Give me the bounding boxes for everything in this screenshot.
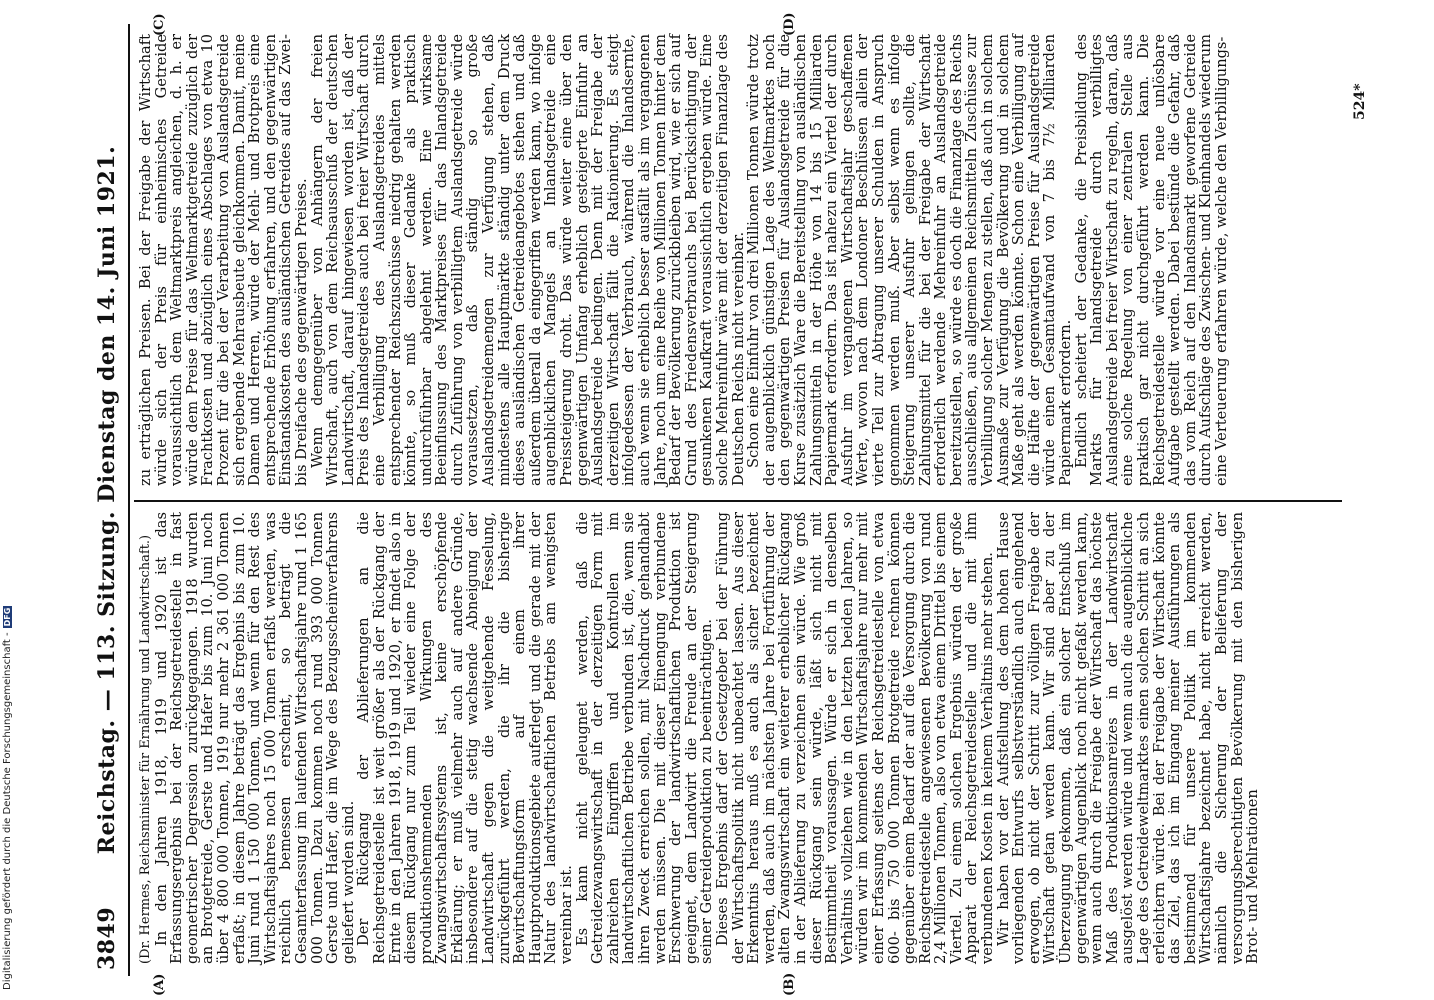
header-title: Reichstag. — 113. Sitzung. Dienstag den 14. Juni 1921. — [94, 145, 120, 855]
margin-marker-b: (B) — [782, 972, 797, 996]
rotated-newspaper-page — [82, 0, 1382, 1000]
paragraph: zu erträglichen Preisen. Bei der Freigabe der Wirtschaft würde sich der Preis für einheimisches Getreide voraussichtlich dem Weltmarktpreis angleichen, d. h. er würde dem Preise für das Weltmarktgetreide zuzüglich der Frachtkosten und abzüglich eines Abschlages von etwa 10 Prozent für die bei der Verarbeitung von Auslandsgetreide sich ergebende Mehrausbeute gleichkommen. Damit, meine Damen und Herren, würde der Mehl- und Brotpreis eine entsprechende Erhöhung erfahren, und den gegenwärtigen Einstandskosten des ausländischen Getreides auf das Zwei- bis Dreifache des gegenwärtigen Preises. — [137, 34, 310, 486]
margin-marker-c: (C) — [152, 13, 167, 36]
sheet-signature: 524* — [1352, 83, 1368, 120]
paragraph: Dieses Ergebnis darf der Gesetzgeber bei der Führung der Wirtschaftspolitik nicht unbeachtet lassen. Aus dieser Erkenntnis heraus muß es auch als sicher bezeichnet werden, daß auch im nächsten Jahre bei Fortführung der alten Zwangswirtschaft ein weiterer erheblicher Rückgang in der Ablieferung zu verzeichnen sein würde. Wie groß dieser Rückgang sein würde, läßt sich nicht mit Bestimmtheit voraussagen. Würde er sich in denselben Verhältnis vollziehen wie in den letzten beiden Jahren, so würden wir im kommenden Wirtschaftsjahre nur mehr mit einer Erfassung seitens der Reichsgetreidestelle von etwa 600- bis 750 000 Tonnen Brotgetreide rechnen können gegenüber einem Bedarf der auf die Versorgung durch die Reichsgetreidestelle angewiesenen Bevölkerung von rund 2,4 Millionen Tonnen, also von etwa einem Drittel bis einem Viertel. Zu einem solchen Ergebnis würden der große Apparat der Reichsgetreidestelle und die mit ihm verbundenen Kosten in keinem Verhältnis mehr stehen. — [713, 512, 997, 964]
column-rule — [134, 500, 1342, 502]
digitization-credit — [2, 606, 13, 990]
paragraph: Wenn demgegenüber von Anhängern der freien Wirtschaft, auch von dem Reichsausschuß der deutschen Landwirtschaft, darauf hingewiesen worden ist, daß der Preis des Inlandsgetreides auch bei freier Wirtschaft durch eine Verbilligung des Auslandsgetreides mittels entsprechender Reichszuschüsse niedrig gehalten werden könnte, so muß dieser Gedanke als praktisch undurchführbar abgelehnt werden. Eine wirksame Beeinflussung des Marktpreises für das Inlandsgetreide durch Zuführung von verbilligtem Auslandsgetreide würde voraussetzen, daß ständig so große Auslandsgetreidemengen zur Verfügung stehen, daß mindestens alle Hauptmärkte ständig unter dem Druck dieses ausländischen Getreideangebotes stehen und daß außerdem überall da eingegriffen werden kann, wo infolge augenblicklichen Mangels an Inlandsgetreide eine Preissteigerung droht. Das würde weiter eine über den gegenwärtigen Umfang erheblich gesteigerte Einfuhr an Auslandsgetreide bedingen. Denn mit der Freigabe der derzeitigen Wirtschaft fällt die Rationierung. Es steigt infolgedessen der Verbrauch, während die Inlandsernte, auch wenn sie erheblich besser ausfällt als im vergangenen Jahre, noch um eine Reihe von Millionen Tonnen hinter dem Bedarf der Bevölkerung zurückbleiben wird, wie er sich auf Grund des Friedensverbrauchs bei Berücksichtigung der gesunkenen Kaufkraft voraussichtlich ergeben würde. Eine solche Mehreinfuhr wäre mit der derzeitigen Finanzlage des Deutschen Reichs nicht vereinbar. — [308, 34, 747, 486]
page-header — [90, 30, 124, 970]
right-column — [138, 34, 1230, 486]
left-column — [138, 512, 1261, 964]
paragraph: Es kann nicht geleugnet werden, daß die Getreidezwangswirtschaft in der derzeitigen Form mit zahlreichen Eingriffen und Kontrollen im landwirtschaftlichen Betriebe verbunden ist, die, wenn sie ihren Zweck erreichen sollen, mit Nachdruck gehandhabt werden müssen. Die mit dieser Einengung verbundene Erschwerung der landwirtschaftlichen Produktion ist geeignet, dem Landwirt die Freude an der Steigerung seiner Getreideproduktion zu beeinträchtigen. — [573, 512, 716, 964]
paragraph: Schon eine Einfuhr von drei Millionen Tonnen würde trotz der augenblicklich günstigen Lage des Weltmarktes noch den gegenwärtigen Preisen für Auslandsgetreide für die Kurse zusätzlich Ware die Bereitstellung von ausländischen Zahlungsmitteln in der Höhe von 14 bis 15 Milliarden Papiermark erfordern. Das ist nahezu ein Viertel der durch Ausfuhr im vergangenen Wirtschaftsjahr geschaffenen Werte, wovon nach dem Londoner Beschlüssen allein der vierte Teil zur Abtragung unserer Schulden in Anspruch genommen werden muß. Aber selbst wenn es infolge Steigerung unserer Ausfuhr gelingen sollte, die Zahlungsmittel für die bei der Freigabe der Wirtschaft erforderlich werdende Mehreinfuhr an Auslandsgetreide bereitzustellen, so würde es doch die Finanzlage des Reichs ausschließen, aus allgemeinen Reichsmitteln Zuschüsse zur Verbilligung solcher Mengen zu stellen, daß auch in solchem Ausmaße zur Verfügung die Bevölkerung und in solchem Maße geht als werden könnte. Schon eine Verbilligung auf die Hälfte der gegenwärtigen Preise für Auslandsgetreide würde einen Gesamtaufwand von 7 bis 7½ Milliarden Papiermark erfordern. — [745, 34, 1075, 486]
speaker-line: (Dr. Hermes, Reichsminister für Ernährung und Landwirtschaft.) — [138, 534, 153, 964]
paragraph: Wir haben vor der Aufstellung des dem hohen Hause vorliegenden Entwurfs selbstverständlich auch eingehend erwogen, ob nicht der Schritt zur völligen Freigabe der Wirtschaft getan werden kann. Wir sind aber zu der Überzeugung gekommen, daß ein solcher Entschluß im gegenwärtigen Augenblick noch nicht gefaßt werden kann, wenn auch durch die Freigabe der Wirtschaft das höchste Maß des Produktionsanreizes in der Landwirtschaft ausgelöst werden würde und wenn auch die augenblickliche Lage des Getreideweltmarktes einen solchen Schritt an sich erleichtern würde. Bei der Freigabe der Wirtschaft könnte das Ziel, das ich im Eingang meiner Ausführungen als bestimmend für unsere Politik im kommenden Wirtschaftsjahre bezeichnet habe, nicht erreicht werden, nämlich die Sicherung der Belieferung der versorgungsberechtigten Bevölkerung mit den bisherigen Brot- und Mehlrationen — [994, 512, 1262, 964]
credit-text: Digitalisierung gefördert durch die Deutsche Forschungsgemeinschaft - — [2, 632, 13, 990]
header-page-number: 3849 — [94, 906, 120, 970]
dfg-logo-icon: DFG — [3, 607, 12, 627]
paragraph: In den Jahren 1918, 1919 und 1920 ist das Erfassungsergebnis bei der Reichsgetreidestelle in fast geometrischer Degression zurückgegangen. 1918 wurden an Brotgetreide, Gerste und Hafer bis zum 10. Juni noch über 4 800 000 Tonnen, 1919 nur mehr 2 361 000 Tonnen erfaßt; in diesem Jahre beträgt das Ergebnis bis zum 10. Juni rund 1 150 000 Tonnen, und wenn für den Rest des Wirtschaftsjahres noch 15 000 Tonnen erfaßt werden, was reichlich bemessen erscheint, so beträgt die Gesamterfassung im laufenden Wirtschaftsjahre rund 1 165 000 Tonnen. Dazu kommen noch rund 393 000 Tonnen Gerste und Hafer, die im Wege des Bezugsscheinverfahrens geliefert worden sind. — [152, 512, 357, 964]
header-rule — [128, 24, 130, 976]
paragraph: Endlich scheitert der Gedanke, die Preisbildung des Markts für Inlandsgetreide durch verbilligtes Auslandsgetreide bei freier Wirtschaft zu regeln, daran, daß eine solche Regelung von einer zentralen Stelle aus praktisch gar nicht durchgeführt werden kann. Die Reichsgetreidestelle würde vor eine neue unlösbare Aufgabe gestellt werden. Dabei bestünde die Gefahr, daß das vom Reich auf den Inlandsmarkt geworfene Getreide durch Aufschläge des Zwischen- und Kleinhandels wiederum eine Verteuerung erfahren würde, welche den Verbilligungs- — [1072, 34, 1230, 486]
margin-marker-a: (A) — [152, 973, 167, 996]
margin-marker-d: (D) — [782, 12, 797, 36]
paragraph: Der Rückgang der Ablieferungen an die Reichsgetreidestelle ist weit größer als der Rückgang der Ernte in den Jahren 1918, 1919 und 1920, er findet also in diesem Rückgang nur zum Teil wieder eine Folge der produktionshemmenden Wirkungen des Zwangswirtschaftssystems ist, keine erschöpfende Erklärung; er muß vielmehr auch auf andere Gründe, insbesondere auf die stetig wachsende Abneigung der Landwirtschaft gegen die weitgehende Fesselung, zurückgeführt werden, die ihr die bisherige Bewirtschaftungsform auf einem ihrer Hauptproduktionsgebiete auferlegt und die gerade mit der Natur des landwirtschaftlichen Betriebs am wenigsten vereinbar ist. — [355, 512, 576, 964]
digitization-credit-strip — [0, 0, 22, 1000]
